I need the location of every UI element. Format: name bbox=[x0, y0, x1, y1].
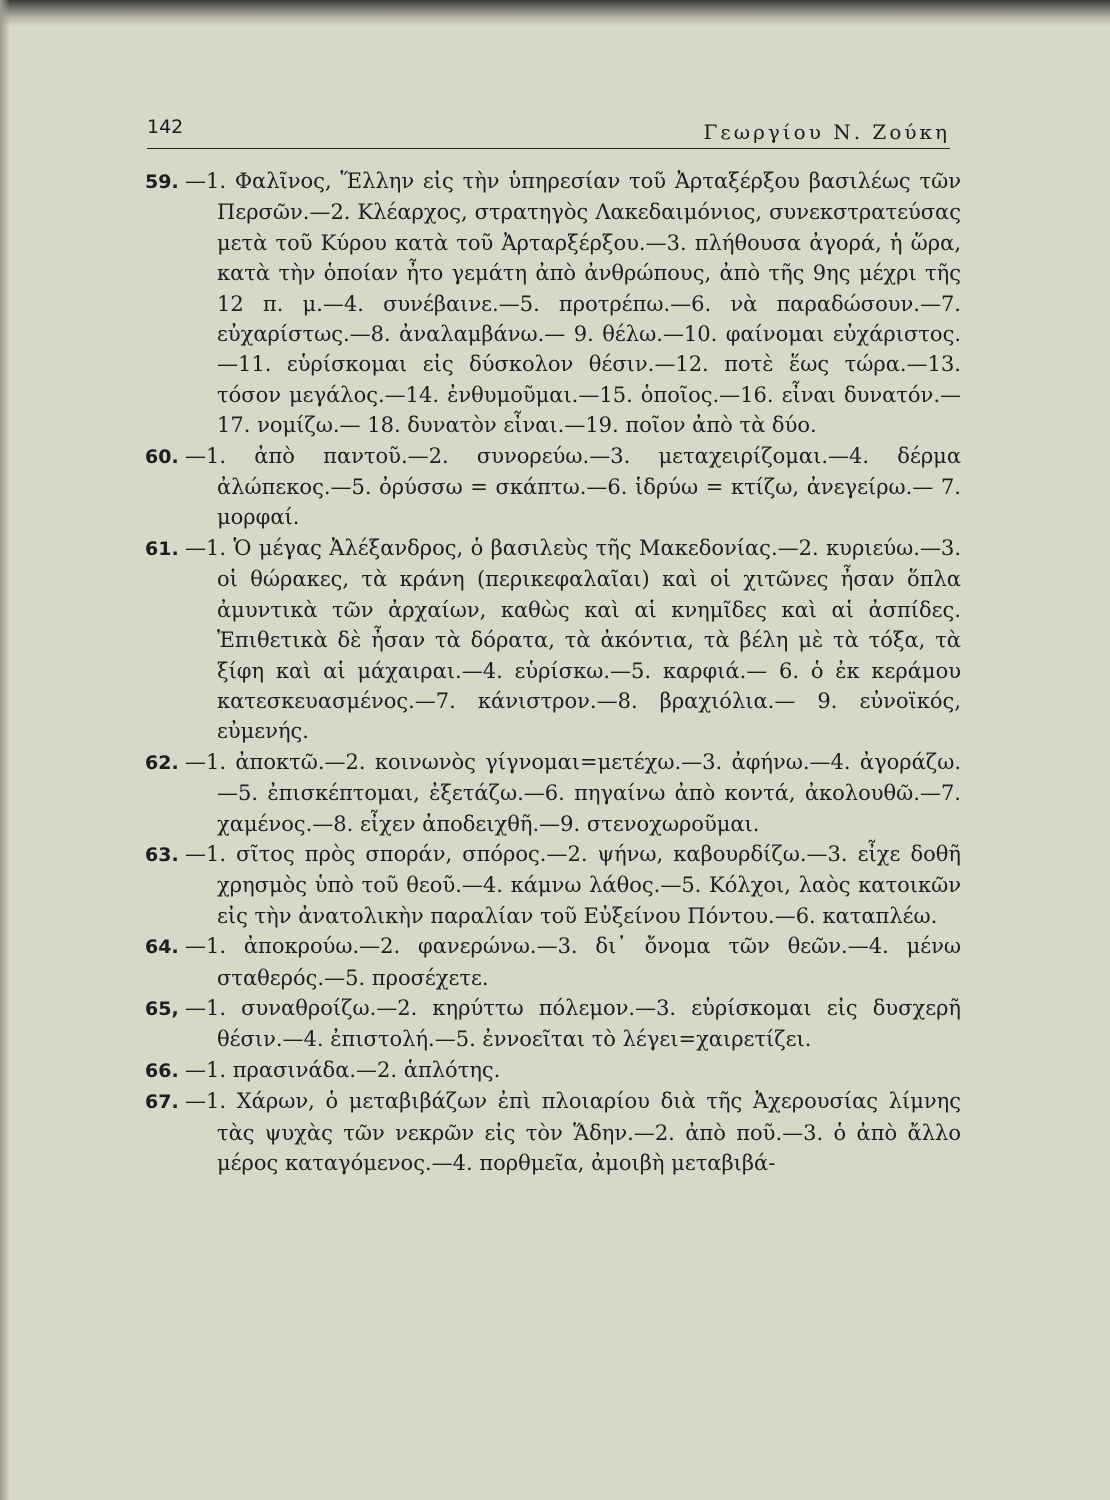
answer-key-body bbox=[145, 166, 965, 1178]
entry-number: 59. bbox=[145, 171, 179, 193]
entry-text: —1. σῖτος πρὸς σποράν, σπόρος.—2. ψήνω, καβουρδίζω.—3. εἶχε δοθῆ χρησμὸς ὑπὸ τοῦ θεοῦ.—4. κάμνω λάθος.—5. Κόλχοι, λαὸς κατοικῶν εἰς τὴν ἀνατολικὴν παραλίαν τοῦ Εὐξείνου Πόντου.—6. καταπλέω. bbox=[185, 841, 961, 928]
entry-text: —1. Ὁ μέγας Ἀλέξανδρος, ὁ βασιλεὺς τῆς Μακεδονίας.—2. κυριεύω.—3. οἱ θώρακες, τὰ κράνη (περικεφαλαῖαι) καὶ οἱ χιτῶνες ἦσαν ὅπλα ἀμυντικὰ τῶν ἀρχαίων, καθὼς καὶ αἱ κνημῖδες καὶ αἱ ἀσπίδες. Ἐπιθετικὰ δὲ ἦσαν τὰ δόρατα, τὰ ἀκόντια, τὰ βέλη μὲ τὰ τόξα, τὰ ξίφη καὶ αἱ μάχαιραι.—4. εὑρίσκω.—5. καρφιά.— 6. ὁ ἐκ κεράμου κατεσκευασμένος.—7. κάνιστρον.—8. βραχιόλια.— 9. εὐνοϊκός, εὐμενής. bbox=[185, 535, 961, 744]
entry-text: —1. ἀποκτῶ.—2. κοινωνὸς γίγνομαι=μετέχω.—3. ἀφήνω.—4. ἀγοράζω.—5. ἐπισκέπτομαι, ἐξετάζω.—6. πηγαίνω ἀπὸ κοντά, ἀκολουθῶ.—7. χαμένος.—8. εἶχεν ἀποδειχθῆ.—9. στενοχωροῦμαι. bbox=[185, 749, 961, 836]
answer-entry-61 bbox=[145, 533, 965, 747]
entry-number: 62. bbox=[145, 751, 179, 774]
entry-text: —1. ἀπὸ παντοῦ.—2. συνορεύω.—3. μεταχειρίζομαι.—4. δέρμα ἀλώπεκος.—5. ὀρύσσω = σκάπτω.—6. ἱδρύω = κτίζω, ἀνεγείρω.— 7. μορφαί. bbox=[185, 443, 961, 530]
page-header bbox=[147, 116, 950, 149]
page-left-edge bbox=[0, 0, 10, 1500]
entry-text: —1. συναθροίζω.—2. κηρύττω πόλεμον.—3. εὑρίσκομαι εἰς δυσχερῆ θέσιν.—4. ἐπιστολή.—5. ἐννοεῖται τὸ λέγει=χαιρετίζει. bbox=[185, 995, 961, 1052]
answer-entry-63 bbox=[145, 839, 965, 931]
entry-number: 65, bbox=[145, 997, 179, 1020]
answer-entry-59 bbox=[145, 166, 965, 441]
entry-number: 60. bbox=[145, 445, 179, 468]
entry-number: 66. bbox=[145, 1059, 179, 1082]
entry-number: 64. bbox=[145, 936, 179, 959]
page-top-shadow bbox=[0, 0, 1110, 26]
answer-entry-66 bbox=[145, 1055, 965, 1086]
page-number: 142 bbox=[147, 116, 184, 138]
running-head: Γεωργίου Ν. Ζούκη bbox=[703, 120, 950, 144]
entry-text: —1. πρασινάδα.—2. ἁπλότης. bbox=[185, 1057, 501, 1082]
entry-number: 67. bbox=[145, 1091, 179, 1114]
entry-text: —1. Φαλῖνος, Ἕλλην εἰς τὴν ὑπηρεσίαν τοῦ Ἀρταξέρξου βασιλέως τῶν Περσῶν.—2. Κλέαρχος, στρατηγὸς Λακεδαιμόνιος, συνεκστρατεύσας μετὰ τοῦ Κύρου κατὰ τοῦ Ἀρταρξέρξου.—3. πλήθουσα ἀγορά, ἡ ὥρα, κατὰ τὴν ὁποίαν ἦτο γεμάτη ἀπὸ ἀνθρώπους, ἀπὸ τῆς 9ης μέχρι τῆς 12 π. μ.—4. συνέβαινε.—5. προτρέπω.—6. νὰ παραδώσουν.—7. εὐχαρίστως.—8. ἀναλαμβάνω.— 9. θέλω.—10. φαίνομαι εὐχάριστος.—11. εὑρίσκομαι εἰς δύσκολον θέσιν.—12. ποτὲ ἕως τώρα.—13. τόσον μεγάλος.—14. ἐνθυμοῦμαι.—15. ὁποῖος.—16. εἶναι δυνατόν.—17. νομίζω.— 18. δυνατὸν εἶναι.—19. ποῖον ἀπὸ τὰ δύο. bbox=[185, 169, 961, 438]
answer-entry-60 bbox=[145, 441, 965, 533]
entry-number: 63. bbox=[145, 843, 179, 866]
entry-number: 61. bbox=[145, 537, 179, 560]
entry-text: —1. Χάρων, ὁ μεταβιβάζων ἐπὶ πλοιαρίου διὰ τῆς Ἀχερουσίας λίμνης τὰς ψυχὰς τῶν νεκρῶν εἰς τὸν Ἅδην.—2. ἀπὸ ποῦ.—3. ὁ ἀπὸ ἄλλο μέρος καταγόμενος.—4. πορθμεῖα, ἀμοιβὴ μεταβιβά- bbox=[185, 1089, 961, 1175]
entry-text: —1. ἀποκρούω.—2. φανερώνω.—3. δι᾽ ὄνομα τῶν θεῶν.—4. μένω σταθερός.—5. προσέχετε. bbox=[185, 934, 961, 990]
answer-entry-67 bbox=[145, 1086, 965, 1178]
answer-entry-62 bbox=[145, 747, 965, 839]
answer-entry-64 bbox=[145, 931, 965, 993]
answer-entry-65 bbox=[145, 993, 965, 1055]
